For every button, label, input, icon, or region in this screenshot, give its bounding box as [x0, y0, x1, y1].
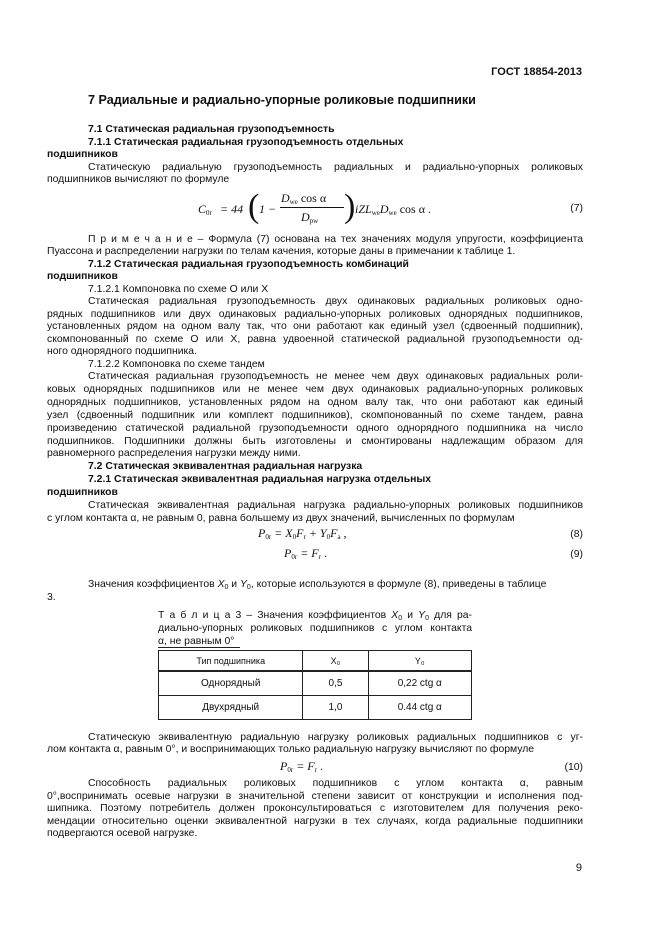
formula-number: (10): [564, 762, 583, 773]
paragraph-line: ковых однорядных подшипников или не менее чем двух одинаковых радиально-упорных роликовых: [47, 384, 583, 395]
formula-symbol: C: [198, 202, 207, 216]
table-row: [159, 696, 472, 720]
paragraph-line: ного однорядного подшипника.: [47, 346, 197, 357]
paragraph-line: Статическая радиальная грузоподъемность двух одинаковых радиальных роликовых одно-: [88, 296, 583, 307]
formula-subscript: r: [314, 766, 317, 774]
formula-symbol: P: [280, 759, 288, 773]
formula-symbol: + Y: [305, 526, 327, 540]
caption-underline: [158, 647, 240, 648]
formula-symbol: = X: [274, 526, 293, 540]
symbol-x: X: [391, 610, 399, 621]
formula-subscript: 0r: [291, 553, 298, 561]
table-caption-cont: диально-упорных роликовых подшипников с углом контакта: [158, 623, 472, 634]
symbol-subscript: 0: [224, 584, 229, 591]
formula-punct: .: [316, 759, 323, 773]
formula-punct: ,: [340, 526, 347, 540]
table-cell: 0,5: [303, 671, 368, 696]
formula-number: (7): [570, 203, 583, 214]
subsubsection-title-cont: подшипников: [47, 487, 118, 498]
text-run: , которые используются в формуле (8), приведены в таблице: [250, 579, 547, 590]
symbol-x: X: [217, 579, 225, 590]
paragraph-line: Статическая эквивалентная радиальная нагрузка радиально-упорных роликовых подшипников: [88, 500, 583, 511]
paragraph-line: скомпонованный по схеме О или Х, равна удвоенной статической радиальной грузоподъемности од-: [47, 334, 583, 345]
subsubsection-title-cont: подшипников: [47, 149, 118, 160]
table-header-cell: Y₀: [368, 651, 471, 672]
formula-symbol: D: [379, 202, 389, 216]
formula-symbol: F: [330, 526, 338, 540]
formula-9: [284, 546, 327, 561]
formula-subscript: 0r: [206, 209, 212, 217]
formula-paren-close: ): [344, 188, 356, 225]
text-run: Т а б л и ц а 3 – Значения коэффициентов: [158, 610, 392, 621]
note-line: Пуассона и распределении нагрузки по телам качения, которые даны в примечании к таблице 1.: [47, 246, 516, 257]
table-cell: 0,22 ctg α: [368, 671, 471, 696]
paragraph-line: Статическую эквивалентную радиальную нагрузку роликовых радиальных подшипников с уг-: [88, 732, 583, 743]
paragraph-line: установленных рядом на одном валу так, что они работают как единый узел (сдвоенный подшипник),: [47, 321, 583, 332]
paragraph-line: лом контакта α, равным 0°, и воспринимающих только радиальную нагрузку вычисляют по формуле: [47, 744, 535, 755]
formula-cos: cos α .: [396, 202, 431, 216]
subsection-title: 7.1 Статическая радиальная грузоподъемность: [88, 124, 335, 135]
subsubsection-title-cont: подшипников: [47, 271, 118, 282]
clause-title: 7.1.2.2 Компоновка по схеме тандем: [88, 359, 265, 370]
formula-symbol: D: [281, 191, 290, 205]
paragraph-line: 0°,воспринимать осевые нагрузки в значительной степени зависит от конструкции и исполнения под-: [47, 791, 583, 802]
formula-symbol: D: [301, 210, 310, 224]
text-run: и: [402, 610, 419, 621]
subsection-title: 7.2 Статическая эквивалентная радиальная нагрузка: [88, 461, 363, 472]
formula-subscript: 0r: [265, 533, 272, 541]
formula-subscript: we: [388, 209, 397, 217]
paragraph-line: Статическая радиальная грузоподъемность не менее чем двух одинаковых радиальных роли-: [88, 371, 583, 382]
paragraph-line: Статическую радиальную грузоподъемность радиальных и радиально-упорных роликовых: [88, 162, 583, 173]
table-caption-cont: α, не равным 0°: [158, 636, 235, 647]
symbol-y: Y: [418, 610, 426, 621]
text-run: и: [228, 579, 240, 590]
paragraph-line: подшипников. Подшипники должны быть изготовлены и смонтированы надлежащим образом для: [47, 436, 583, 447]
paragraph-line: равномерного распределения нагрузки между ними.: [47, 448, 301, 459]
symbol-subscript: 0: [246, 584, 251, 591]
formula-subscript: we: [289, 198, 298, 206]
formula-subscript: r: [303, 533, 306, 541]
paragraph-line: подшипников вычисляют по формуле: [47, 174, 230, 185]
formula-subscript: 0: [326, 533, 331, 541]
subsubsection-title: 7.1.2 Статическая радиальная грузоподъемность комбинаций: [88, 259, 409, 270]
table-cell: Однорядный: [159, 671, 303, 696]
symbol-y: Y: [239, 579, 247, 590]
formula-coefficient: = 44: [220, 202, 244, 216]
text-run: Значения коэффициентов: [88, 579, 218, 590]
paragraph-line: шипника. Поэтому потребитель должен проконсультироваться с изготовителем для получения реко-: [47, 803, 583, 814]
formula-number: (9): [570, 549, 583, 560]
formula-subscript: pw: [309, 217, 319, 225]
formula-subscript: we: [371, 209, 380, 217]
formula-symbol: F: [296, 526, 304, 540]
document-code: ГОСТ 18854-2013: [491, 66, 582, 78]
paragraph-line: узел (сдвоенный подшипник или комплект подшипников), скомпонованный по схеме тандем, равна: [47, 410, 583, 421]
formula-10: [280, 759, 323, 774]
formula-punct: .: [320, 546, 327, 560]
text-run: для ра-: [429, 610, 473, 621]
paragraph-line: [88, 578, 546, 594]
table-cell: 1,0: [303, 696, 368, 720]
subsubsection-title: 7.2.1 Статическая эквивалентная радиальная нагрузка отдельных: [88, 474, 432, 485]
table-cell: Двухрядный: [159, 696, 303, 720]
formula-symbol: = F: [300, 546, 319, 560]
formula-cos: cos α: [297, 191, 327, 205]
formula-subscript: 0r: [287, 766, 294, 774]
paragraph-line: 3.: [47, 592, 56, 603]
formula-number: (8): [570, 529, 583, 540]
note-line: П р и м е ч а н и е – Формула (7) основана на тех значениях модуля упругости, коэффициента: [88, 234, 583, 245]
formula-subscript: a: [337, 533, 341, 541]
paragraph-line: однорядных подшипников, установленных рядом на одном валу так, что они работают как единый: [47, 397, 583, 408]
page-number: 9: [575, 862, 582, 874]
formula-8: [258, 526, 347, 541]
paragraph-line: мендации относительно оценки эквивалентной нагрузки в тех случаях, когда радиальные подшипники: [47, 816, 583, 827]
formula-7: [198, 186, 598, 232]
paragraph-line: подвергаются осевой нагрузке.: [47, 828, 198, 839]
formula-symbol: P: [258, 526, 266, 540]
paragraph-line: Способность радиальных роликовых подшипников с углом контакта α, равным: [88, 778, 583, 789]
formula-paren-open: (: [248, 188, 260, 225]
symbol-subscript: 0: [398, 615, 403, 622]
formula-symbol: iZL: [355, 202, 372, 216]
formula-subscript: 0: [292, 533, 297, 541]
paragraph-line: с углом контакта α, не равным 0, равна большему из двух значений, вычисленных по формулам: [47, 513, 515, 524]
clause-title: 7.1.2.1 Компоновка по схеме О или Х: [88, 284, 269, 295]
formula-symbol: = F: [296, 759, 315, 773]
formula-symbol: P: [284, 546, 292, 560]
paragraph-line: рядных подшипников или двух одинаковых радиально-упорных роликовых однорядных подшипников,: [47, 309, 583, 320]
table-header-cell: Тип подшипника: [159, 651, 303, 672]
table-cell: 0.44 ctg α: [368, 696, 471, 720]
symbol-subscript: 0: [425, 615, 430, 622]
section-title: 7 Радиальные и радиально-упорные роликовые подшипники: [88, 93, 476, 107]
paragraph-line: произведению статической радиальной грузоподъемности одного однорядного подшипника на число: [47, 423, 583, 434]
table-header-cell: X₀: [303, 651, 368, 672]
table-3: [158, 650, 472, 720]
subsubsection-title: 7.1.1 Статическая радиальная грузоподъемность отдельных: [88, 137, 404, 148]
formula-subscript: r: [318, 553, 321, 561]
fraction-bar: [280, 207, 344, 208]
formula-one-minus: 1 −: [259, 202, 277, 216]
table-row: [159, 671, 472, 696]
